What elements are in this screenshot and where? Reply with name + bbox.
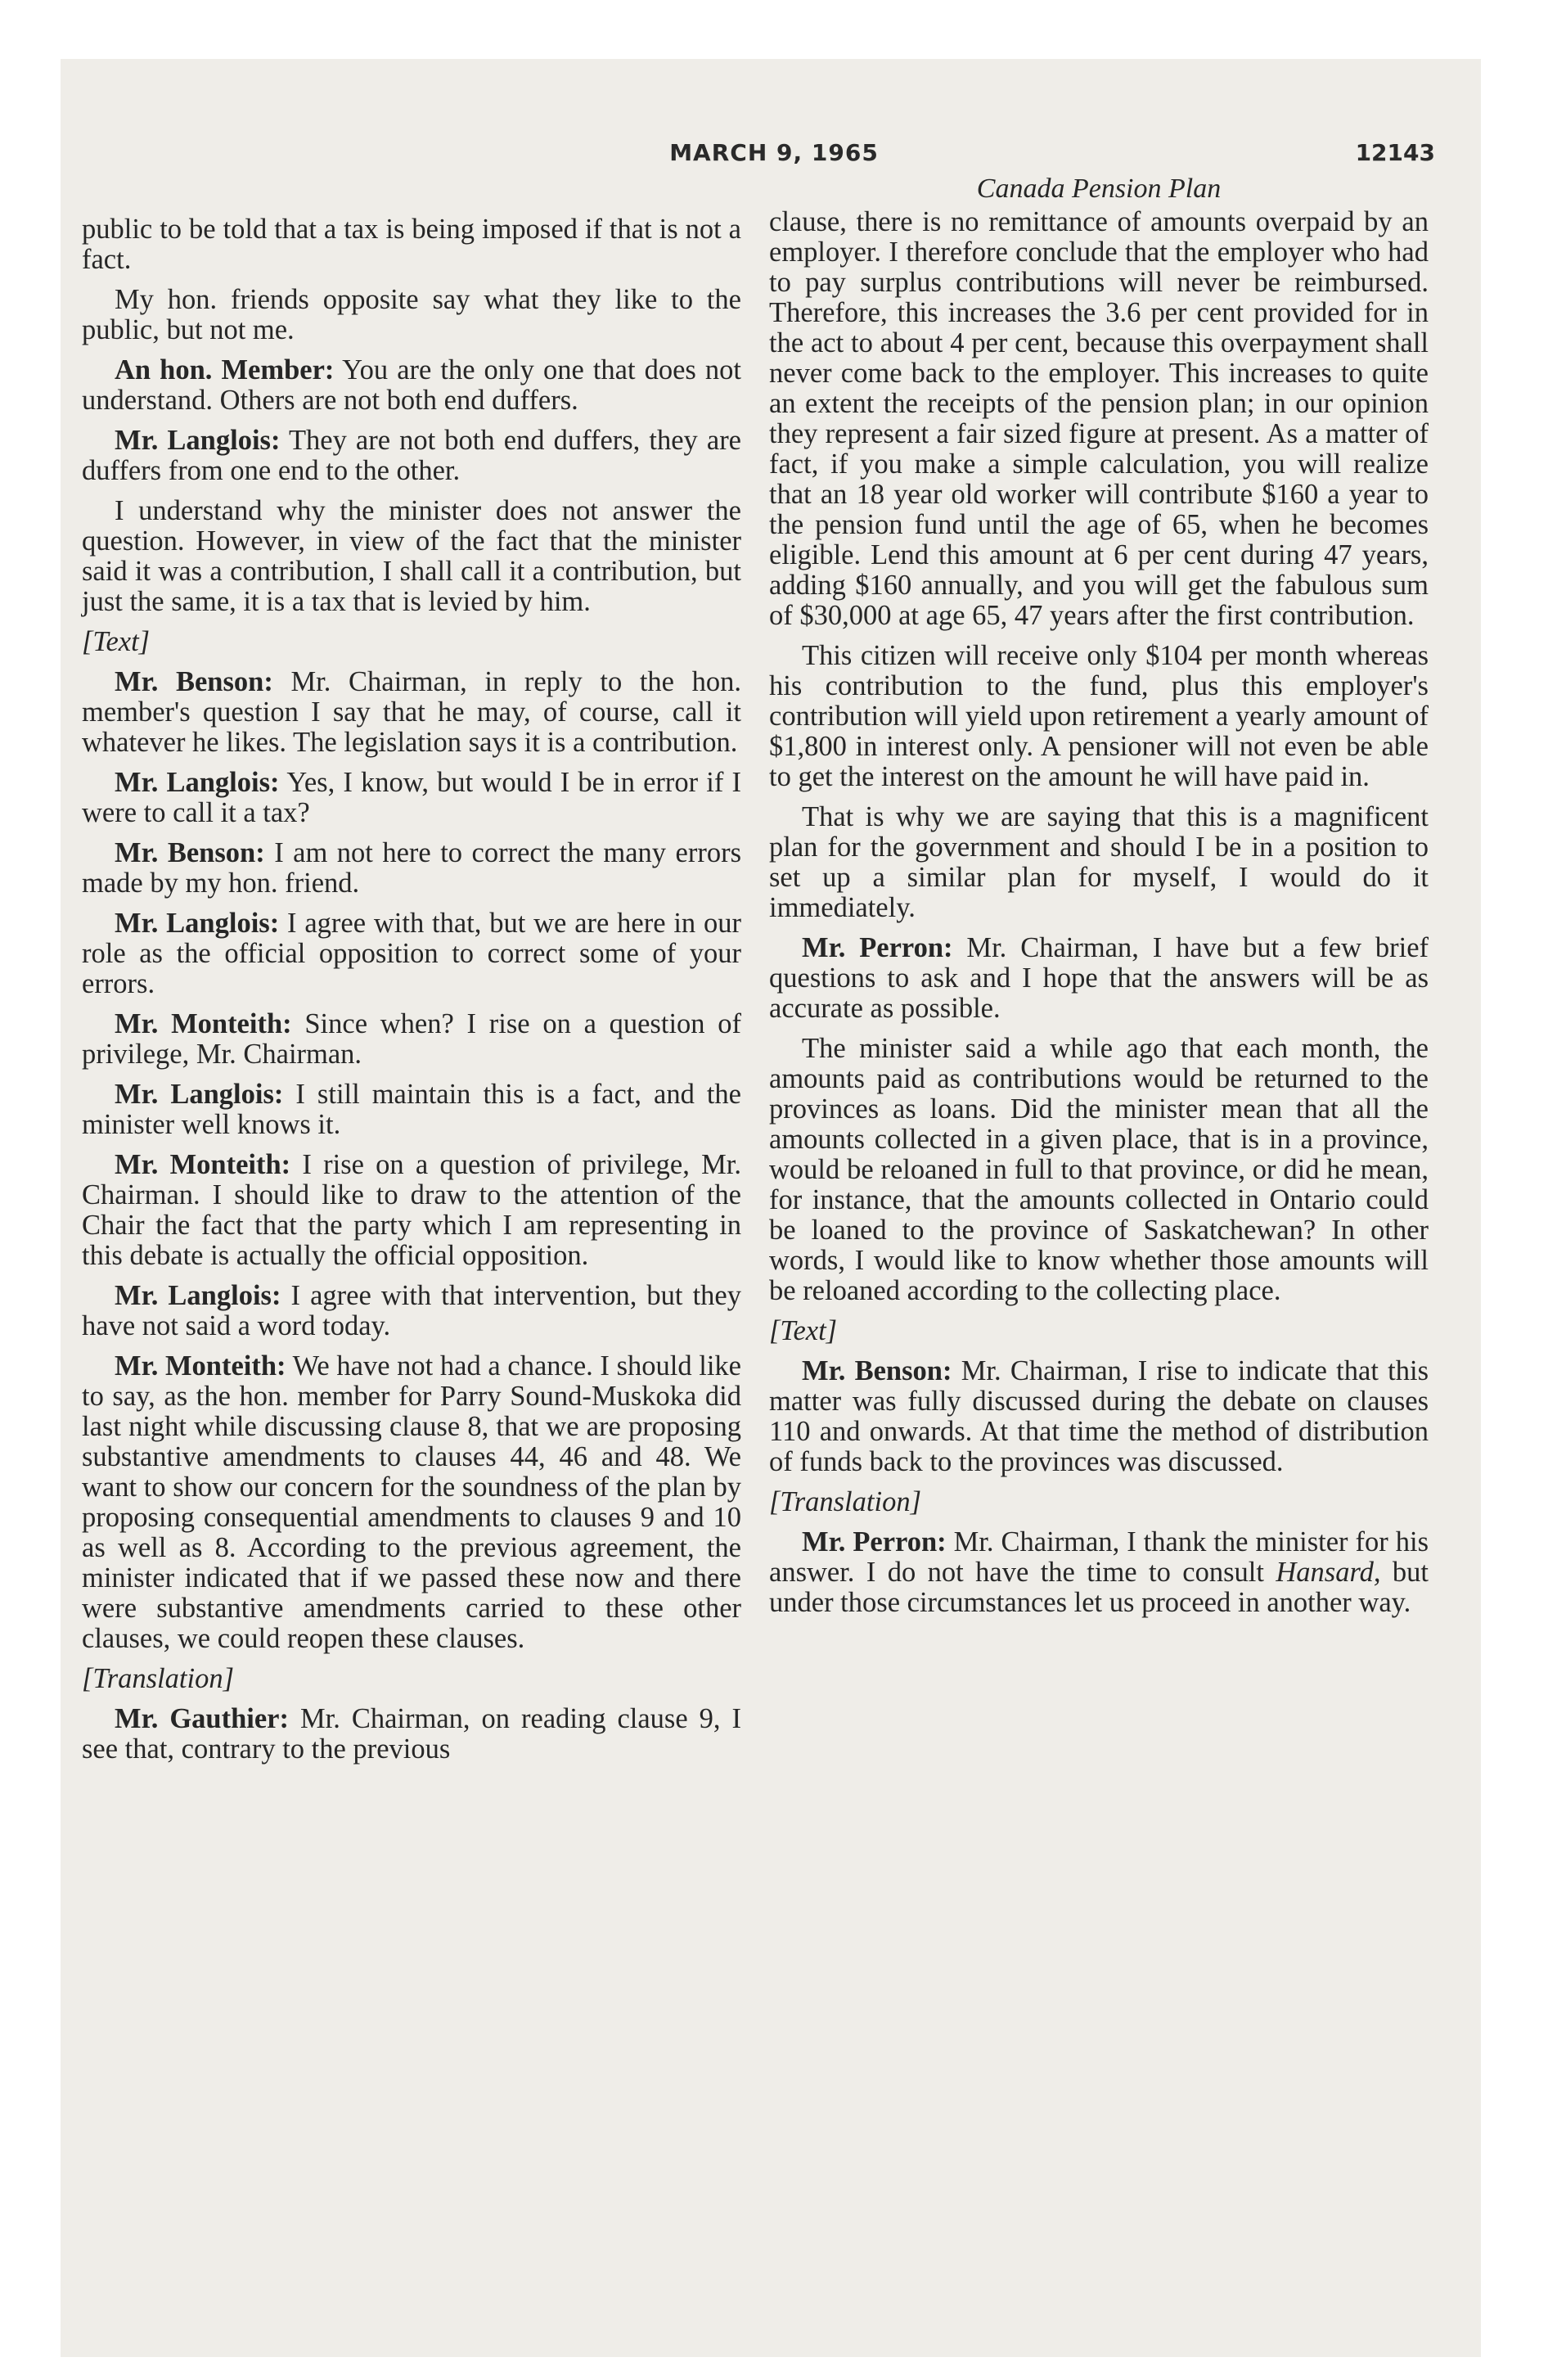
speaker-name: Mr. Langlois: xyxy=(115,1280,281,1311)
language-tag: [Translation] xyxy=(82,1663,234,1694)
paragraph: That is why we are saying that this is a magnificent plan for the government and should I be in a position to set up a similar plan for myself, I would do it immediately. xyxy=(769,801,1429,923)
speaker-name: Mr. Monteith: xyxy=(115,1149,291,1180)
speech: Mr. Monteith: I rise on a question of privilege, Mr. Chairman. I should like to draw to the attention of the Chair the fact that the party which I am representing in this debate is actually the official opposition. xyxy=(82,1149,741,1271)
speech: Mr. Langlois: They are not both end duffers, they are duffers from one end to the other. xyxy=(82,425,741,486)
language-tag: [Text] xyxy=(769,1315,838,1346)
speech: Mr. Langlois: I agree with that, but we are here in our role as the official opposition to correct some of your errors. xyxy=(82,908,741,999)
paragraph: clause, there is no remittance of amounts overpaid by an employer. I therefore conclude that the employer who had to pay surplus contributions will never be reimbursed. Therefore, this increases the 3.6 per cent provided for in the act to about 4 per cent, because this overpayment shall never come back to the employer. This increases to quite an extent the receipts of the pension plan; in our opinion they represent a fair sized figure at present. As a matter of fact, if you make a simple calculation, you will realize that an 18 year old worker will contribute $160 a year to the pension fund until the age of 65, when he becomes eligible. Lend this amount at 6 per cent during 47 years, adding $160 annually, and you will get the fabulous sum of $30,000 at age 65, 47 years after the first contribution. xyxy=(769,206,1429,631)
speech: Mr. Langlois: I still maintain this is a fact, and the minister well knows it. xyxy=(82,1079,741,1140)
speech: Mr. Monteith: Since when? I rise on a question of privilege, Mr. Chairman. xyxy=(82,1008,742,1070)
speech: An hon. Member: You are the only one that does not understand. Others are not both end duffers. xyxy=(82,354,741,416)
left-column xyxy=(82,214,741,1774)
speech: Mr. Benson: Mr. Chairman, in reply to the hon. member's question I say that he may, of course, call it whatever he likes. The legislation says it is a contribution. xyxy=(82,666,742,758)
paragraph: This citizen will receive only $104 per month whereas his contribution to the fund, plus this employer's contribution will yield upon retirement a yearly amount of $1,800 in interest only. A pensioner will not even be able to get the interest on the amount he will have paid in. xyxy=(769,640,1429,792)
speech: Mr. Langlois: Yes, I know, but would I be in error if I were to call it a tax? xyxy=(82,767,741,828)
paragraph: My hon. friends opposite say what they like to the public, but not me. xyxy=(82,284,741,345)
running-title: Canada Pension Plan xyxy=(976,174,1222,204)
speaker-name: Mr. Benson: xyxy=(802,1355,952,1386)
paragraph: The minister said a while ago that each month, the amounts paid as contributions would be returned to the provinces as loans. Did the minister mean that all the amounts collected in a given place, that is in a province, would be reloaned in full to that province, or did he mean, for instance, that the amounts collected in Ontario could be loaned to the province of Saskatchewan? In other words, I would like to know whether those amounts will be reloaned according to the collecting place. xyxy=(769,1033,1429,1306)
speech: Mr. Gauthier: Mr. Chairman, on reading clause 9, I see that, contrary to the previous xyxy=(82,1703,742,1765)
speech: Mr. Benson: I am not here to correct the many errors made by my hon. friend. xyxy=(82,837,741,899)
page-date: MARCH 9, 1965 xyxy=(669,139,879,166)
language-tag: [Translation] xyxy=(769,1486,921,1517)
speech: Mr. Monteith: We have not had a chance. I should like to say, as the hon. member for Parry Sound-Muskoka did last night while discussing clause 8, that we are proposing substantive amendments to clauses 44, 46 and 48. We want to show our concern for the soundness of the plan by proposing consequential amendments to clauses 9 and 10 as well as 8. According to the previous agreement, the minister indicated that if we passed these now and there were substantive amendments carried to these other clauses, we could reopen these clauses. xyxy=(82,1350,741,1654)
speaker-name: Mr. Perron: xyxy=(802,1526,947,1557)
speaker-name: Mr. Langlois: xyxy=(115,425,281,456)
right-column xyxy=(769,174,1429,1628)
speech: Mr. Perron: Mr. Chairman, I thank the minister for his answer. I do not have the time to consult Hansard, but under those circumstances let us proceed in another way. xyxy=(769,1526,1429,1618)
speaker-name: Mr. Langlois: xyxy=(115,767,280,798)
paragraph: public to be told that a tax is being imposed if that is not a fact. xyxy=(82,214,741,275)
page-number: 12143 xyxy=(1355,139,1435,166)
speaker-name: Mr. Monteith: xyxy=(115,1008,292,1039)
speaker-name: Mr. Langlois: xyxy=(115,908,280,939)
speaker-name: Mr. Gauthier: xyxy=(115,1703,289,1734)
emphasis: Hansard, xyxy=(1276,1557,1381,1588)
speaker-name: An hon. Member: xyxy=(115,354,335,385)
speaker-name: Mr. Perron: xyxy=(802,932,953,963)
speech: Mr. Perron: Mr. Chairman, I have but a few brief questions to ask and I hope that the answers will be as accurate as possible. xyxy=(769,932,1429,1024)
speaker-name: Mr. Langlois: xyxy=(115,1079,284,1110)
language-tag: [Text] xyxy=(82,626,151,657)
speaker-name: Mr. Monteith: xyxy=(115,1350,286,1382)
page-header xyxy=(0,139,1548,172)
speaker-name: Mr. Benson: xyxy=(115,837,265,868)
speech: Mr. Langlois: I agree with that intervention, but they have not said a word today. xyxy=(82,1280,741,1341)
paragraph: I understand why the minister does not answer the question. However, in view of the fact that the minister said it was a contribution, I shall call it a contribution, but just the same, it is a tax that is levied by him. xyxy=(82,495,741,617)
speech: Mr. Benson: Mr. Chairman, I rise to indicate that this matter was fully discussed during the debate on clauses 110 and onwards. At that time the method of distribution of funds back to the provinces was discussed. xyxy=(769,1355,1429,1477)
speaker-name: Mr. Benson: xyxy=(115,666,273,697)
